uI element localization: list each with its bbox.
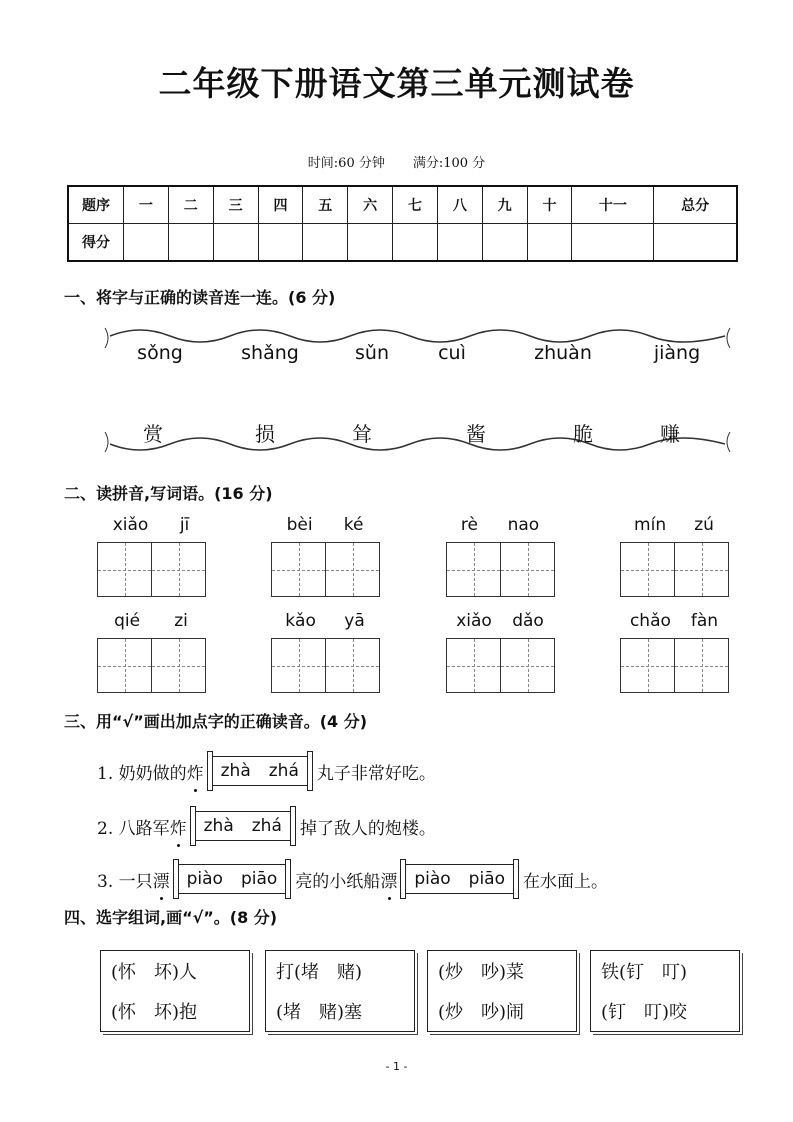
score-label: 得分 — [68, 224, 124, 262]
score-cell[interactable] — [572, 224, 654, 262]
writing-cell[interactable] — [447, 639, 501, 692]
section3-heading: 三、用“√”画出加点字的正确读音。(4 分) — [64, 712, 368, 731]
pinyin-syllable: zú — [694, 515, 714, 535]
word-choice-line[interactable]: (堵 赌)塞 — [276, 1002, 363, 1023]
pinyin-option[interactable]: sǔn — [355, 342, 389, 364]
question-2 — [97, 811, 436, 841]
word-pinyin — [271, 611, 379, 631]
dotted-char: 炸 — [187, 759, 204, 784]
writing-cell[interactable] — [621, 639, 675, 692]
pinyin-syllable: mín — [634, 515, 667, 535]
pinyin-syllable: xiǎo — [112, 515, 149, 535]
writing-cell[interactable] — [272, 543, 326, 596]
q3-text: 3. 一只 — [97, 871, 153, 892]
writing-grid — [97, 638, 206, 693]
word-pinyin — [620, 515, 728, 535]
pinyin-option[interactable]: zhuàn — [534, 342, 592, 364]
writing-grid — [97, 542, 206, 597]
pinyin-syllable: dǎo — [512, 611, 544, 631]
score-cell[interactable] — [258, 224, 303, 262]
writing-cell[interactable] — [326, 543, 379, 596]
writing-cell[interactable] — [675, 639, 728, 692]
word-choice-card — [100, 950, 250, 1032]
writing-cell[interactable] — [98, 543, 152, 596]
word-pinyin — [620, 611, 728, 631]
q2-text-end: 掉了敌人的炮楼。 — [299, 818, 436, 839]
writing-cell[interactable] — [501, 639, 554, 692]
writing-grid — [271, 638, 380, 693]
score-cell[interactable] — [213, 224, 258, 262]
pinyin-syllable: rè — [460, 515, 478, 535]
pinyin-option[interactable]: cuì — [438, 342, 466, 364]
section2-heading: 二、读拼音,写词语。(16 分) — [64, 484, 273, 503]
pinyin-syllable: nao — [507, 515, 540, 535]
character-option[interactable]: 损 — [255, 422, 275, 446]
writing-cell[interactable] — [447, 543, 501, 596]
exam-info — [0, 152, 793, 171]
word-choice-line[interactable]: (炒 吵)菜 — [438, 962, 525, 983]
word-pinyin — [271, 515, 379, 535]
pinyin-syllable: qié — [114, 611, 141, 631]
score-cell[interactable] — [654, 224, 737, 262]
word-choice-line[interactable]: (炒 吵)闹 — [438, 1002, 525, 1023]
full-score: 满分:100 分 — [412, 156, 486, 171]
time-limit: 时间:60 分钟 — [307, 156, 385, 171]
pinyin-syllable: ké — [343, 515, 364, 535]
q1-text: 1. 奶奶做的 — [97, 763, 187, 784]
option-zha4[interactable]: zhà — [220, 761, 251, 781]
score-header-row — [68, 186, 737, 224]
header-label: 题序 — [68, 186, 124, 224]
q2-options — [195, 811, 291, 841]
pinyin-syllable: bèi — [286, 515, 313, 535]
score-table — [67, 185, 738, 262]
writing-grid — [446, 542, 555, 597]
word-choice-line[interactable]: (怀 坏)人 — [111, 962, 198, 983]
pinyin-syllable: fàn — [690, 611, 719, 631]
score-cell[interactable] — [168, 224, 213, 262]
writing-cell[interactable] — [675, 543, 728, 596]
score-cell[interactable] — [527, 224, 572, 262]
option-piao4[interactable]: piào — [186, 869, 223, 889]
writing-grid — [620, 638, 729, 693]
score-cell[interactable] — [482, 224, 527, 262]
question-number-cell: 二 — [168, 186, 213, 224]
writing-grid — [620, 542, 729, 597]
q2-text: 2. 八路军 — [97, 818, 170, 839]
character-option[interactable]: 赏 — [143, 422, 163, 446]
word-choice-line[interactable]: 铁(钉 叮) — [601, 962, 688, 983]
question-number-cell: 三 — [213, 186, 258, 224]
pinyin-syllable: jī — [179, 515, 190, 535]
pinyin-option[interactable]: jiàng — [653, 342, 701, 364]
score-cell[interactable] — [303, 224, 348, 262]
section4-heading: 四、选字组词,画“√”。(8 分) — [64, 908, 278, 927]
score-row — [68, 224, 737, 262]
word-pinyin — [97, 515, 205, 535]
option-piao4[interactable]: piào — [414, 869, 451, 889]
pinyin-syllable: chǎo — [629, 611, 671, 631]
writing-cell[interactable] — [98, 639, 152, 692]
question-number-cell: 六 — [348, 186, 393, 224]
question-3 — [97, 864, 608, 894]
writing-cell[interactable] — [501, 543, 554, 596]
word-pinyin — [97, 611, 205, 631]
pinyin-syllable: yā — [344, 611, 365, 631]
question-number-cell: 七 — [393, 186, 438, 224]
question-number-cell: 总分 — [654, 186, 737, 224]
writing-cell[interactable] — [152, 639, 205, 692]
page-number: - 1 - — [385, 1060, 408, 1073]
dotted-char: 漂 — [153, 867, 170, 892]
pinyin-option[interactable]: shǎng — [241, 342, 299, 364]
dotted-char: 炸 — [170, 814, 187, 839]
score-cell[interactable] — [437, 224, 482, 262]
character-option[interactable]: 赚 — [660, 422, 680, 446]
score-cell[interactable] — [348, 224, 393, 262]
word-choice-line[interactable]: (钉 叮)咬 — [601, 1002, 688, 1023]
question-number-cell: 八 — [437, 186, 482, 224]
word-pinyin — [446, 515, 554, 535]
pinyin-option[interactable]: sǒng — [137, 342, 183, 364]
word-choice-line[interactable]: 打(堵 赌) — [276, 962, 363, 983]
writing-cell[interactable] — [621, 543, 675, 596]
word-choice-card — [427, 950, 577, 1032]
question-number-cell: 九 — [482, 186, 527, 224]
option-zha2[interactable]: zhá — [251, 816, 282, 836]
pinyin-syllable: kǎo — [285, 611, 316, 631]
character-option[interactable]: 脆 — [573, 422, 593, 446]
page-title: 二年级下册语文第三单元测试卷 — [158, 64, 635, 103]
q1-options — [212, 756, 308, 786]
word-choice-card — [590, 950, 740, 1032]
writing-cell[interactable] — [152, 543, 205, 596]
q3-text-end: 在水面上。 — [523, 871, 608, 892]
question-number-cell: 四 — [258, 186, 303, 224]
writing-grid — [446, 638, 555, 693]
dotted-char: 漂 — [380, 867, 397, 892]
word-pinyin — [446, 611, 554, 631]
option-zha2[interactable]: zhá — [268, 761, 299, 781]
word-choice-line[interactable]: (怀 坏)抱 — [111, 1002, 198, 1023]
question-number-cell: 十 — [527, 186, 572, 224]
question-1 — [97, 756, 436, 786]
section1-heading: 一、将字与正确的读音连一连。(6 分) — [64, 288, 336, 307]
character-option[interactable]: 耸 — [352, 422, 372, 446]
score-cell[interactable] — [124, 224, 169, 262]
question-number-cell: 十一 — [572, 186, 654, 224]
writing-cell[interactable] — [326, 639, 379, 692]
pinyin-syllable: xiǎo — [456, 611, 492, 631]
character-option[interactable]: 酱 — [466, 422, 486, 446]
score-cell[interactable] — [393, 224, 438, 262]
q1-text-end: 丸子非常好吃。 — [316, 763, 436, 784]
q3-text-mid: 亮的小纸船 — [295, 871, 381, 892]
q3-options-1 — [178, 864, 287, 894]
option-piao1[interactable]: piāo — [240, 869, 278, 889]
q3-options-2 — [405, 864, 514, 894]
question-number-cell: 一 — [124, 186, 169, 224]
pinyin-syllable: zi — [174, 611, 188, 631]
writing-grid — [271, 542, 380, 597]
decorative-border-bottom — [100, 432, 735, 458]
option-zha4[interactable]: zhà — [203, 816, 234, 836]
question-number-cell: 五 — [303, 186, 348, 224]
option-piao1[interactable]: piāo — [468, 869, 505, 889]
word-choice-card — [265, 950, 415, 1032]
writing-cell[interactable] — [272, 639, 326, 692]
decorative-border-top — [100, 322, 735, 348]
